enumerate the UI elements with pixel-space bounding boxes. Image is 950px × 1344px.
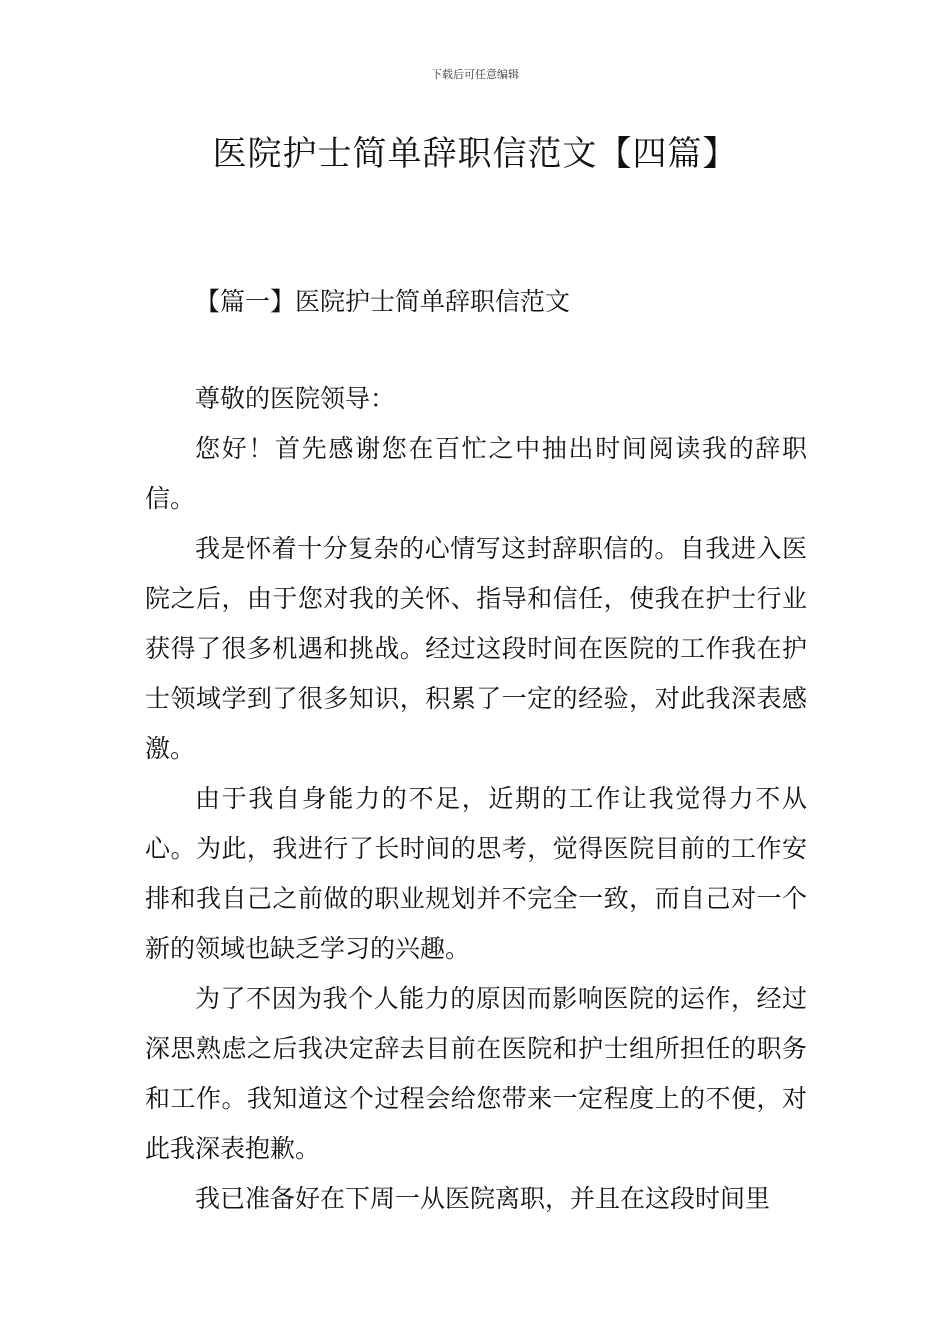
document-title: 医院护士简单辞职信范文【四篇】 xyxy=(212,134,738,174)
header-note: 下载后可任意编辑 xyxy=(431,68,519,81)
salutation-paragraph: 尊敬的医院领导： xyxy=(195,384,396,413)
body-paragraph: 为了不因为我个人能力的原因而影响医院的运作，经过深思熟虑之后我决定辞去目前在医院和护士组所担任的职务和工作。我知道这个过程会给您带来一定程度上的不便，对此我深表抱歉。 xyxy=(145,984,807,1163)
body-paragraph: 由于我自身能力的不足，近期的工作让我觉得力不从心。为此，我进行了长时间的思考，觉得医院目前的工作安排和我自己之前做的职业规划并不完全一致，而自己对一个新的领域也缺乏学习的兴趣。 xyxy=(145,784,807,963)
body-paragraph: 我已准备好在下周一从医院离职，并且在这段时间里 xyxy=(195,1184,771,1213)
body-paragraph: 您好！首先感谢您在百忙之中抽出时间阅读我的辞职信。 xyxy=(145,434,807,513)
section-heading: 【篇一】医院护士简单辞职信范文 xyxy=(195,287,571,316)
letter-body xyxy=(145,374,807,1224)
body-paragraph: 我是怀着十分复杂的心情写这封辞职信的。自我进入医院之后，由于您对我的关怀、指导和信任，使我在护士行业获得了很多机遇和挑战。经过这段时间在医院的工作我在护士领域学到了很多知识，积累了一定的经验，对此我深表感激。 xyxy=(145,534,807,763)
